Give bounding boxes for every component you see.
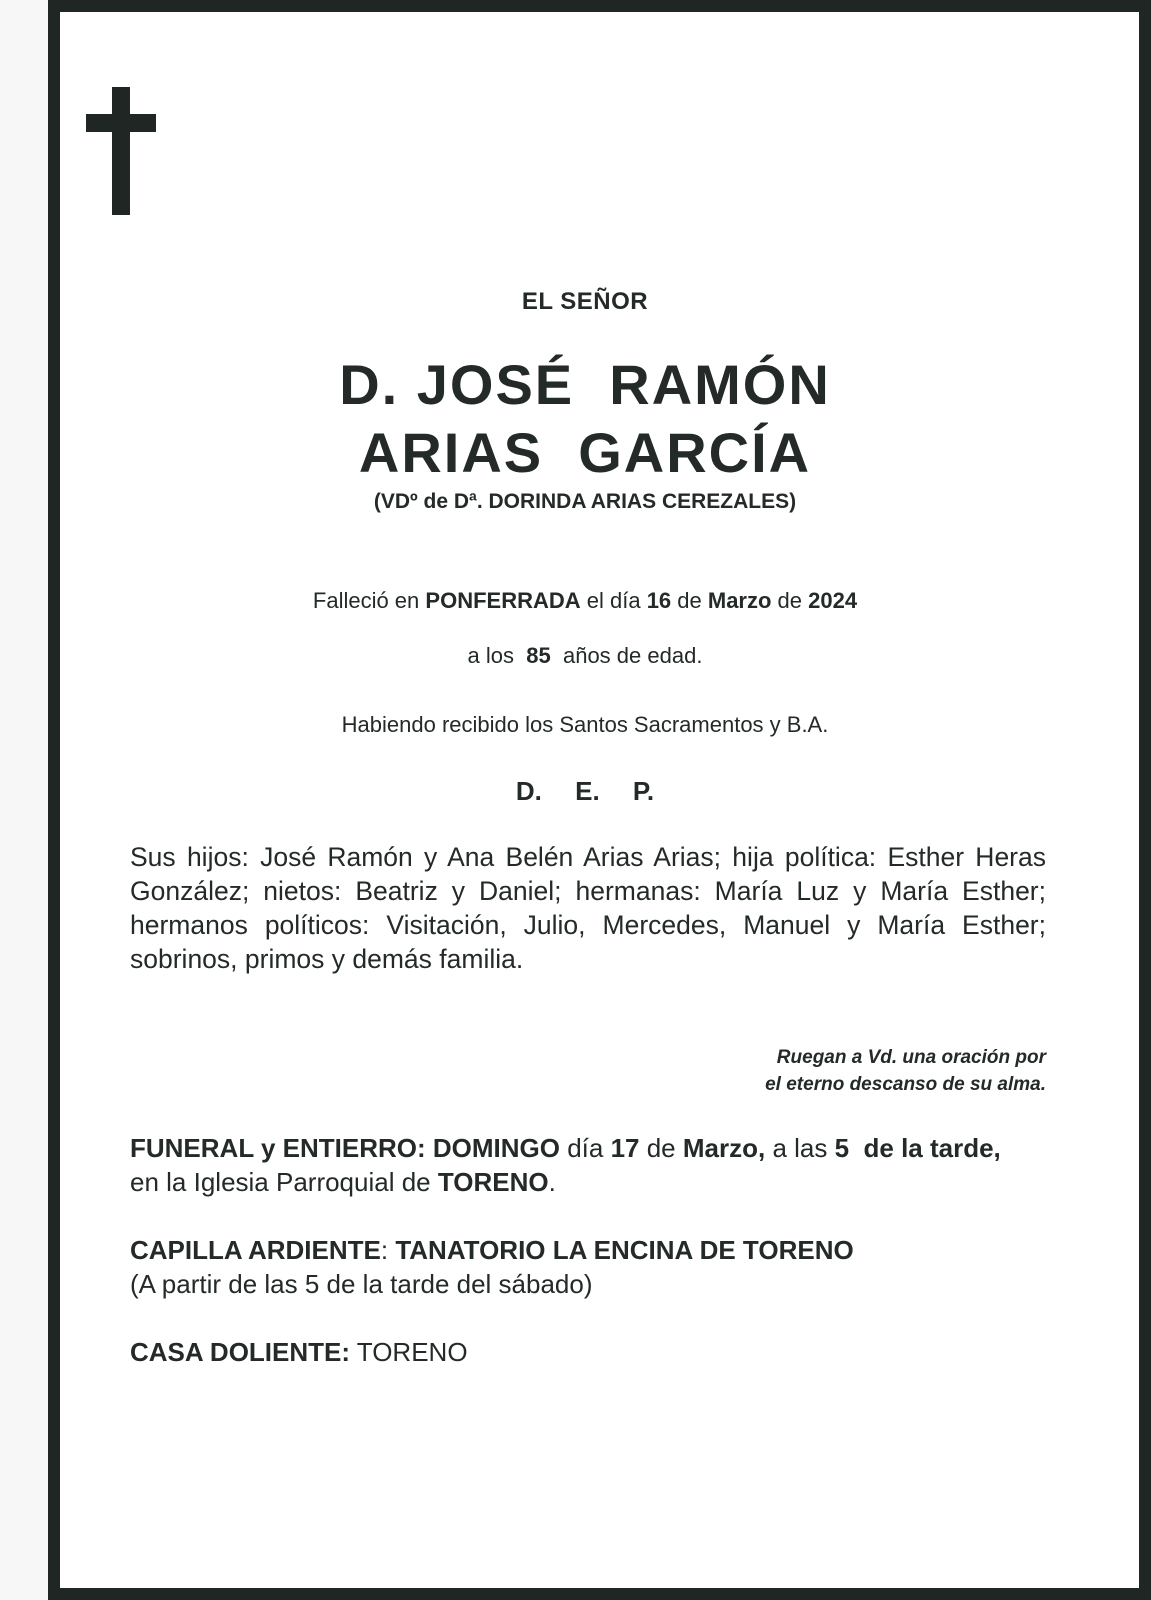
cross-icon [86,87,156,215]
death-year: 2024 [808,588,858,613]
family-paragraph: Sus hijos: José Ramón y Ana Belén Arias Arias; hija política: Esther Heras González; nietos: Beatriz y Daniel; hermanas: María Luz y María Esther; hermanos políticos: Visitación, Julio, Mercedes, Manuel y María Esther; sobrinos, primos y demás familia. [130,842,1046,974]
prayer-line1: Ruegan a Vd. una oración por [776,1047,1046,1068]
title-prefix: EL SEÑOR [521,288,649,315]
house-info [130,1335,1090,1369]
death-day: 16 [646,588,672,613]
funeral-info: FUNERAL y ENTIERRO: DOMINGO día 17 de Marzo, a las 5 de la tarde, en la Iglesia Parroquial de TORENO. [130,1133,1001,1197]
chapel-info: CAPILLA ARDIENTE: TANATORIO LA ENCINA DE TORENO (A partir de las 5 de la tarde del sábado) [130,1233,1090,1301]
age-line: a los 85 años de edad. [467,643,703,668]
chapel-note: (A partir de las 5 de la tarde del sábado) [130,1269,593,1299]
house-value: TORENO [350,1337,468,1367]
prayer-line2: el eterno descanso de su alma. [765,1074,1046,1095]
death-place: PONFERRADA [425,588,581,613]
chapel-value: TANATORIO LA ENCINA DE TORENO [395,1235,854,1265]
death-line: Falleció en PONFERRADA el día 16 de Marzo de 2024 [312,588,858,613]
deceased-name-line1: D. JOSÉ RAMÓN [339,353,831,416]
prayer-request [546,1044,1046,1098]
dep-line: D. E. P. [515,776,655,806]
funeral-label: FUNERAL y ENTIERRO: DOMINGO [130,1133,560,1163]
house-label: CASA DOLIENTE: [130,1337,351,1367]
death-month: Marzo [707,588,772,613]
age-value: 85 [526,643,551,668]
church-place: TORENO [437,1167,549,1197]
chapel-label: CAPILLA ARDIENTE [130,1235,381,1265]
deceased-name-line2: ARIAS GARCÍA [358,421,812,484]
sacraments-line: Habiendo recibido los Santos Sacramentos y B.A. [341,712,829,737]
widower-of: (VDº de Dª. DORINDA ARIAS CEREZALES) [373,490,797,513]
